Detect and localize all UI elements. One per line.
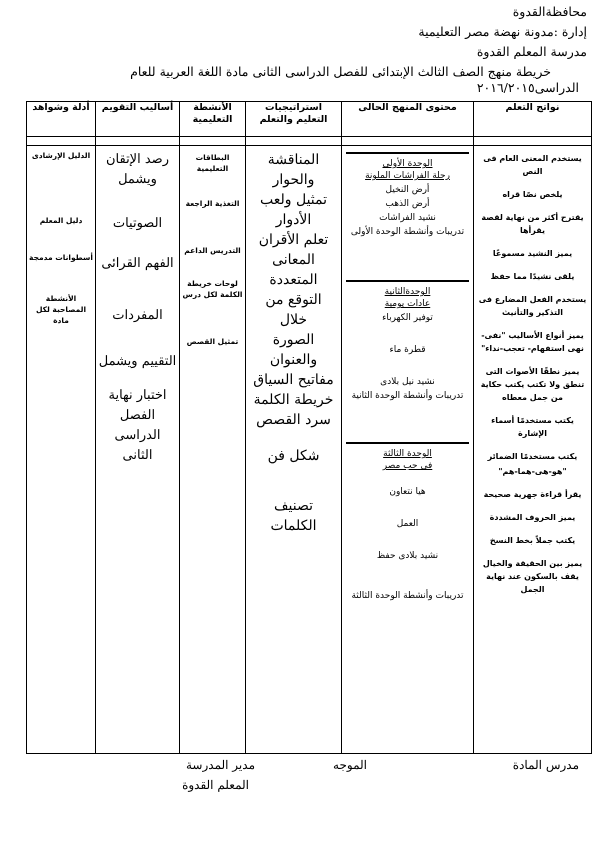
lesson-item: نشيد بلادى حفظ [376, 551, 439, 561]
strategy-item: التوقع من [265, 292, 322, 308]
col-header-content: محتوى المنهج الحالى [342, 102, 474, 137]
strategy-item: والعنوان [269, 352, 318, 368]
table-body-row [27, 146, 592, 754]
unit-title: الوحدة الأولى [382, 159, 433, 169]
outcome-item: يكتب مستخدمًا الضمائر [487, 452, 578, 461]
strategy-item: سرد القصص [256, 412, 331, 428]
lesson-item: نشيد نيل بلادى [380, 377, 435, 387]
assessment-item: اختبار نهاية الفصل الدراسى الثانى [108, 388, 167, 463]
footer-principal-name: المعلم القدوة [182, 778, 249, 792]
lesson-item: تدريبات وأنشطة الوحدة الثانية [351, 391, 464, 401]
strategy-item: خريطة الكلمة [253, 392, 334, 408]
strategy-item: تصنيف [274, 498, 313, 514]
assessment-item: رصد الإتقان ويشمل [105, 152, 169, 187]
strategy-item: الأدوار [275, 212, 312, 228]
col-header-strategies: استراتيجيات التعليم والتعلم [246, 102, 342, 137]
outcome-item: يقترح أكثر من نهاية لقصة يقرأها [481, 213, 584, 235]
outcome-item: "هو-هى-هما-هم" [498, 467, 567, 476]
outcome-item: يميز أنواع الأساليب "نفى- نهى استفهام- تعجب-نداء" [481, 331, 584, 353]
outcome-item: يستخدم الفعل المضارع فى التذكير والتأنيث [478, 295, 587, 317]
unit-block [346, 448, 469, 602]
lesson-item: تدريبات وأنشطة الوحدة الأولى [350, 227, 465, 237]
unit-block [346, 286, 469, 444]
document-title: خريطة منهج الصف الثالث الإبتدائى للفصل الدراسى الثانى مادة اللغة العربية للعام [130, 64, 551, 79]
outcome-item: يميز النشيد مسموعًا [492, 249, 573, 258]
school-label: مدرسة المعلم القدوة [476, 44, 587, 59]
unit-block [346, 152, 469, 282]
col-header-assessment: أساليب التقويم [96, 102, 180, 137]
evidence-cell [27, 146, 96, 754]
lesson-item: توفير الكهرباء [382, 313, 433, 323]
strategy-item: الكلمات [270, 518, 317, 534]
strategy-item: المعانى [272, 252, 315, 268]
outcome-item: يميز نطقًا الأصوات التى تنطق ولا تكتب يكتب حكاية من جمل معطاه [480, 367, 585, 402]
activities-cell [180, 146, 246, 754]
strategy-item: الصورة [272, 332, 315, 348]
activity-item: التغذية الراجعة [185, 199, 240, 208]
outcome-item: يستخدم المعنى العام فى النص [483, 154, 582, 176]
col-header-evidence: أدلة وشواهد [27, 102, 96, 137]
evidence-item: أسطوانات مدمجة [29, 253, 93, 262]
unit-title: الوحدة الثالثة [383, 449, 432, 459]
evidence-item: الدليل الإرشادى [31, 151, 91, 160]
outcomes-cell [474, 146, 592, 754]
col-header-outcomes: نواتج التعلم [474, 102, 592, 137]
activity-item: تمثيل القصص [186, 337, 239, 346]
lesson-item: تدريبات وأنشطة الوحدة الثالثة [351, 591, 464, 601]
assessment-cell [96, 146, 180, 754]
unit-title: الوحدةالثانية [384, 287, 431, 297]
unit-subtitle: عادات يومية [384, 299, 431, 309]
lesson-item: العمل [396, 519, 419, 529]
strategy-item: تمثيل ولعب [259, 192, 328, 208]
lesson-item: نشيد الفراشات [379, 213, 436, 223]
outcome-item: يقرأ قراءة جهرية صحيحة [483, 490, 582, 499]
footer-teacher: مدرس المادة [512, 758, 579, 772]
evidence-item: الأنشطة المصاحبة لكل مادة [35, 294, 87, 325]
assessment-item: المفردات [112, 308, 163, 323]
curriculum-map-table [26, 101, 592, 754]
governorate-label: محافظةالقدوة [512, 4, 587, 19]
academic-year: الدراسى٢٠١٦/٢٠١٥ [476, 80, 579, 95]
footer-principal: مدير المدرسة [185, 758, 255, 772]
strategy-item: والحوار [272, 172, 315, 188]
outcome-item: يلقى نشيدًا مما حفظ [490, 272, 575, 281]
assessment-item: التقييم ويشمل [98, 354, 177, 369]
strategy-item: المناقشة [267, 152, 320, 168]
strategy-item: المتعددة [269, 272, 318, 288]
unit-subtitle: رحلة الفراشات الملونة [365, 171, 450, 181]
lesson-item: أرض النخيل [385, 185, 430, 195]
strategy-item: خلال [279, 312, 308, 328]
outcome-item: يلخص نصًا قراه [502, 190, 563, 199]
strategies-cell [246, 146, 342, 754]
strategy-item: تعلم الأقران [258, 232, 329, 248]
lesson-item: قطرة ماء [389, 345, 426, 355]
spacer-row [27, 137, 592, 146]
assessment-item: الصوتيات [112, 216, 163, 231]
strategy-item: شكل فن [267, 448, 320, 464]
col-header-activities: الأنشطة التعليمية [180, 102, 246, 137]
unit-subtitle: فى حب مصر [382, 461, 433, 471]
outcome-item: يميز الحروف المشددة [489, 513, 576, 522]
footer-supervisor: الموجه [333, 758, 367, 772]
document-header [7, 2, 587, 82]
lesson-item: هيا نتعاون [389, 487, 426, 497]
activity-item: لوحات خريطة الكلمة لكل درس [182, 279, 243, 299]
administration-label: إدارة :مدونة نهضة مصر التعليمية [418, 24, 587, 39]
table-header-row [27, 102, 592, 137]
strategy-item: مفاتيح السياق [253, 372, 334, 388]
outcome-item: يكتب مستخدمًا أسماء الإشارة [491, 416, 574, 438]
activity-item: البطاقات التعليمية [195, 153, 230, 173]
lesson-item: أرض الذهب [385, 199, 430, 209]
outcome-item: يكتب جملاً بخط النسخ [489, 536, 576, 545]
outcome-item: يميز بين الحقيقة والخيال يقف بالسكون عند نهاية الجمل [482, 559, 583, 594]
activity-item: التدريس الداعم [184, 246, 241, 255]
assessment-item: الفهم القرائى [101, 256, 174, 271]
content-cell [342, 146, 474, 754]
evidence-item: دليل المعلم [39, 216, 83, 225]
